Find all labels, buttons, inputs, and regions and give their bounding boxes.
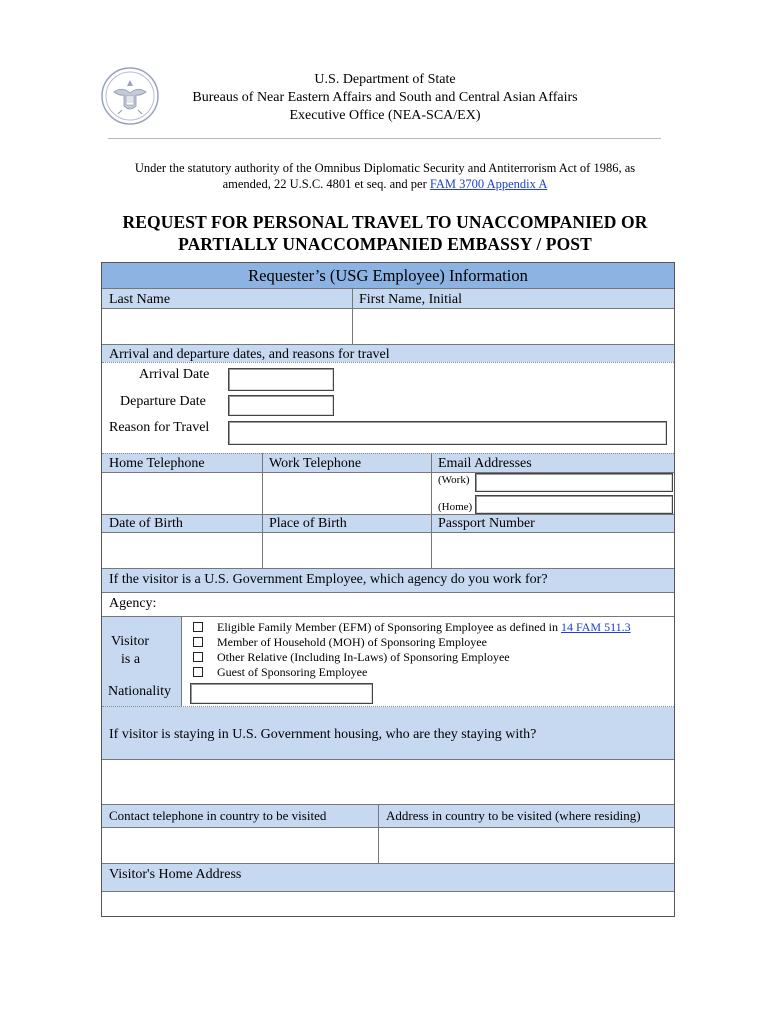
guest-option-label: Guest of Sponsoring Employee bbox=[217, 665, 368, 679]
housing-host-field[interactable] bbox=[103, 761, 673, 803]
authority-statement bbox=[110, 160, 660, 192]
departure-date-input[interactable] bbox=[228, 395, 334, 416]
divider bbox=[102, 891, 674, 892]
section-title: Requester’s (USG Employee) Information bbox=[102, 263, 674, 288]
travel-request-form bbox=[101, 262, 675, 917]
passport-number-label: Passport Number bbox=[438, 516, 535, 531]
email-work-input[interactable] bbox=[475, 473, 673, 492]
first-name-label: First Name, Initial bbox=[359, 292, 463, 307]
first-name-field[interactable] bbox=[354, 310, 673, 343]
fam-link[interactable]: FAM 3700 Appendix A bbox=[429, 177, 548, 191]
nationality-input[interactable] bbox=[190, 683, 373, 704]
place-of-birth-label: Place of Birth bbox=[269, 516, 347, 531]
visitor-label: Visitor bbox=[111, 634, 150, 649]
title-line-2: PARTIALLY UNACCOMPANIED EMBASSY / POST bbox=[178, 234, 592, 254]
email-addresses-label: Email Addresses bbox=[438, 456, 532, 471]
email-work-label: (Work) bbox=[438, 474, 470, 486]
divider bbox=[378, 805, 379, 863]
email-home-label: (Home) bbox=[438, 501, 473, 513]
last-name-field[interactable] bbox=[103, 310, 351, 343]
office-name: Executive Office (NEA-SCA/EX) bbox=[289, 108, 481, 123]
efm-option-label bbox=[217, 620, 631, 634]
guest-checkbox[interactable] bbox=[193, 667, 203, 677]
divider bbox=[102, 827, 674, 828]
contact-telephone-label: Contact telephone in country to be visited bbox=[109, 808, 327, 823]
reason-label: Reason for Travel bbox=[109, 420, 210, 435]
divider bbox=[102, 532, 674, 533]
address-country-label: Address in country to be visited (where residing) bbox=[386, 808, 641, 823]
divider bbox=[102, 616, 674, 617]
divider bbox=[102, 308, 674, 309]
divider bbox=[102, 759, 674, 760]
agency-label[interactable]: Agency: bbox=[109, 596, 157, 611]
divider bbox=[102, 362, 674, 363]
agency-question-label: If the visitor is a U.S. Government Employee, which agency do you work for? bbox=[109, 572, 548, 587]
work-telephone-label: Work Telephone bbox=[269, 456, 362, 471]
divider bbox=[262, 515, 263, 567]
date-of-birth-label: Date of Birth bbox=[109, 516, 183, 531]
last-name-label: Last Name bbox=[109, 292, 171, 307]
fam-511-link[interactable]: 14 FAM 511.3 bbox=[560, 620, 631, 634]
home-telephone-field[interactable] bbox=[103, 474, 261, 514]
home-address-label: Visitor's Home Address bbox=[109, 867, 242, 882]
home-address-field[interactable] bbox=[103, 893, 673, 915]
department-name: U.S. Department of State bbox=[314, 72, 456, 87]
work-telephone-field[interactable] bbox=[264, 474, 430, 514]
departure-date-label: Departure Date bbox=[120, 394, 206, 409]
reason-input[interactable] bbox=[228, 421, 667, 445]
authority-line-2: amended, 22 U.S.C. 4801 et seq. and per bbox=[222, 177, 430, 191]
arrival-date-input[interactable] bbox=[228, 368, 334, 391]
moh-checkbox[interactable] bbox=[193, 637, 203, 647]
authority-line-1: Under the statutory authority of the Omnibus Diplomatic Security and Antiterrorism Act of 1986, as bbox=[134, 161, 636, 175]
efm-checkbox[interactable] bbox=[193, 622, 203, 632]
housing-question-label: If visitor is staying in U.S. Government housing, who are they staying with? bbox=[109, 727, 537, 742]
divider bbox=[352, 289, 353, 344]
title-line-1: REQUEST FOR PERSONAL TRAVEL TO UNACCOMPANIED OR bbox=[122, 212, 648, 232]
place-of-birth-field[interactable] bbox=[264, 534, 430, 567]
header-divider bbox=[108, 138, 661, 139]
divider bbox=[181, 617, 182, 707]
other-relative-option-label: Other Relative (Including In-Laws) of Sponsoring Employee bbox=[217, 650, 510, 664]
is-a-label: is a bbox=[121, 652, 141, 667]
divider bbox=[102, 592, 674, 593]
divider bbox=[102, 453, 674, 454]
address-country-field[interactable] bbox=[380, 829, 673, 862]
email-home-input[interactable] bbox=[475, 495, 673, 514]
efm-option-text: Eligible Family Member (EFM) of Sponsoring Employee as defined in bbox=[217, 620, 561, 634]
moh-option-label: Member of Household (MOH) of Sponsoring Employee bbox=[217, 635, 487, 649]
home-telephone-label: Home Telephone bbox=[109, 456, 205, 471]
arrival-date-label: Arrival Date bbox=[139, 367, 210, 382]
date-of-birth-field[interactable] bbox=[103, 534, 261, 567]
divider bbox=[431, 515, 432, 567]
passport-number-field[interactable] bbox=[433, 534, 673, 567]
page-title bbox=[0, 211, 770, 255]
dates-header-label: Arrival and departure dates, and reasons for travel bbox=[109, 347, 390, 362]
birth-header-row bbox=[102, 515, 674, 532]
bureaus-name: Bureaus of Near Eastern Affairs and South and Central Asian Affairs bbox=[192, 90, 578, 105]
nationality-label: Nationality bbox=[108, 684, 171, 699]
contact-telephone-field[interactable] bbox=[103, 829, 377, 862]
other-relative-checkbox[interactable] bbox=[193, 652, 203, 662]
